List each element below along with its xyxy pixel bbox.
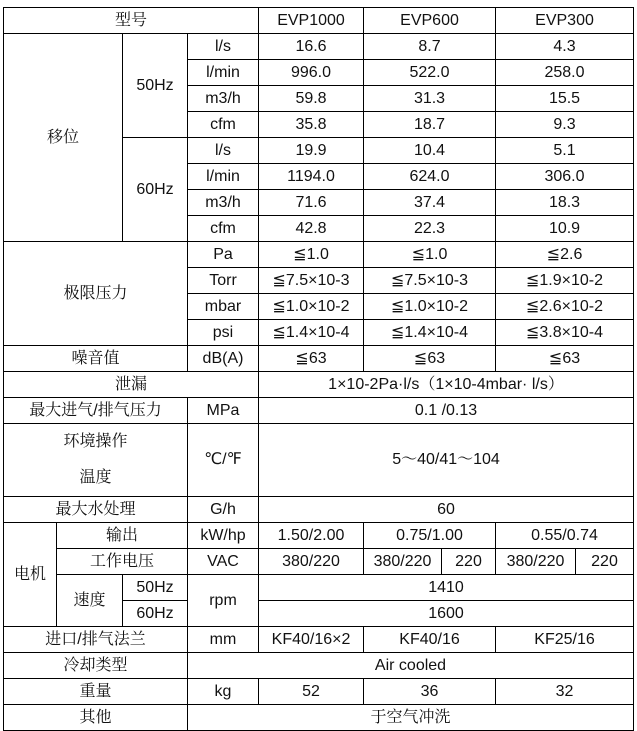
unit-cell: m3/h [188, 86, 259, 112]
value-cell: 1×10-2Pa·l/s（1×10-4mbar· l/s） [259, 372, 634, 398]
value-cell: 22.3 [364, 216, 496, 242]
other-label: 其他 [4, 705, 188, 731]
value-cell: ≦63 [259, 346, 364, 372]
cooling-label: 冷却类型 [4, 653, 188, 679]
unit-cell: G/h [188, 497, 259, 523]
unit-cell: Torr [188, 268, 259, 294]
value-cell: 52 [259, 679, 364, 705]
ambient-label-line1: 环境操作 [63, 433, 128, 450]
value-cell: 522.0 [364, 60, 496, 86]
value-cell: 5.1 [496, 138, 634, 164]
unit-cell: ℃/℉ [188, 424, 259, 497]
value-cell: 71.6 [259, 190, 364, 216]
unit-cell: dB(A) [188, 346, 259, 372]
table-row [4, 575, 634, 601]
value-cell: KF25/16 [496, 627, 634, 653]
value-cell: KF40/16×2 [259, 627, 364, 653]
value-cell: ≦2.6×10-2 [496, 294, 634, 320]
value-cell: 4.3 [496, 34, 634, 60]
value-cell: ≦1.0×10-2 [259, 294, 364, 320]
value-cell: 16.6 [259, 34, 364, 60]
value-cell: 32 [496, 679, 634, 705]
value-cell: 996.0 [259, 60, 364, 86]
ambient-label-line2: 温度 [79, 469, 112, 486]
table-row [4, 705, 634, 731]
displacement-label: 移位 [4, 34, 123, 242]
value-cell: 1410 [259, 575, 634, 601]
header-row [4, 8, 634, 34]
motor-label: 电机 [4, 523, 57, 627]
value-cell: 0.1 /0.13 [259, 398, 634, 424]
model-name: EVP1000 [259, 8, 364, 34]
value-cell: 5～40/41～104 [259, 424, 634, 497]
model-name: EVP600 [364, 8, 496, 34]
model-label: 型号 [4, 8, 259, 34]
table-row [4, 34, 634, 60]
value-cell: 220 [442, 549, 496, 575]
table-row [4, 372, 634, 398]
unit-cell: mm [188, 627, 259, 653]
value-cell: ≦7.5×10-3 [259, 268, 364, 294]
table-row [4, 346, 634, 372]
table-row [4, 627, 634, 653]
value-cell: ≦7.5×10-3 [364, 268, 496, 294]
unit-cell: Pa [188, 242, 259, 268]
max-pressure-label: 最大进气/排气压力 [4, 398, 188, 424]
value-cell: ≦1.0 [259, 242, 364, 268]
unit-cell: cfm [188, 112, 259, 138]
frequency-label: 50Hz [123, 575, 188, 601]
unit-cell: VAC [188, 549, 259, 575]
unit-cell: mbar [188, 294, 259, 320]
value-cell: 380/220 [364, 549, 442, 575]
value-cell: Air cooled [188, 653, 634, 679]
unit-cell: kW/hp [188, 523, 259, 549]
value-cell: 0.75/1.00 [364, 523, 496, 549]
unit-cell: l/s [188, 138, 259, 164]
value-cell: 于空气冲洗 [188, 705, 634, 731]
unit-cell: cfm [188, 216, 259, 242]
value-cell: 0.55/0.74 [496, 523, 634, 549]
unit-cell: psi [188, 320, 259, 346]
value-cell: 37.4 [364, 190, 496, 216]
value-cell: ≦1.0 [364, 242, 496, 268]
unit-cell: l/min [188, 164, 259, 190]
value-cell: 59.8 [259, 86, 364, 112]
value-cell: 18.7 [364, 112, 496, 138]
value-cell: 1.50/2.00 [259, 523, 364, 549]
value-cell: ≦63 [364, 346, 496, 372]
value-cell: 10.9 [496, 216, 634, 242]
value-cell: ≦63 [496, 346, 634, 372]
value-cell: KF40/16 [364, 627, 496, 653]
value-cell: 18.3 [496, 190, 634, 216]
value-cell: 380/220 [259, 549, 364, 575]
value-cell: 42.8 [259, 216, 364, 242]
max-water-label: 最大水处理 [4, 497, 188, 523]
noise-label: 噪音值 [4, 346, 188, 372]
value-cell: 19.9 [259, 138, 364, 164]
motor-voltage-label: 工作电压 [57, 549, 188, 575]
value-cell: ≦2.6 [496, 242, 634, 268]
value-cell: 220 [576, 549, 634, 575]
flange-label: 进口/排气法兰 [4, 627, 188, 653]
table-row [4, 523, 634, 549]
value-cell: 35.8 [259, 112, 364, 138]
ultimate-pressure-label: 极限压力 [4, 242, 188, 346]
value-cell: ≦1.9×10-2 [496, 268, 634, 294]
unit-cell: l/s [188, 34, 259, 60]
value-cell: ≦1.0×10-2 [364, 294, 496, 320]
unit-cell: MPa [188, 398, 259, 424]
weight-label: 重量 [4, 679, 188, 705]
table-row [4, 497, 634, 523]
value-cell: 8.7 [364, 34, 496, 60]
value-cell: ≦1.4×10-4 [364, 320, 496, 346]
value-cell: 1600 [259, 601, 634, 627]
value-cell: ≦3.8×10-4 [496, 320, 634, 346]
ambient-label [4, 424, 188, 497]
table-row [4, 398, 634, 424]
value-cell: 15.5 [496, 86, 634, 112]
frequency-label: 60Hz [123, 601, 188, 627]
value-cell: ≦1.4×10-4 [259, 320, 364, 346]
value-cell: 36 [364, 679, 496, 705]
table-row [4, 653, 634, 679]
value-cell: 380/220 [496, 549, 576, 575]
motor-output-label: 输出 [57, 523, 188, 549]
table-row [4, 679, 634, 705]
unit-cell: kg [188, 679, 259, 705]
value-cell: 624.0 [364, 164, 496, 190]
value-cell: 306.0 [496, 164, 634, 190]
model-name: EVP300 [496, 8, 634, 34]
table-row [4, 549, 634, 575]
spec-table [3, 7, 634, 731]
value-cell: 9.3 [496, 112, 634, 138]
value-cell: 1194.0 [259, 164, 364, 190]
frequency-label: 60Hz [123, 138, 188, 242]
value-cell: 31.3 [364, 86, 496, 112]
table-row [4, 242, 634, 268]
unit-cell: m3/h [188, 190, 259, 216]
frequency-label: 50Hz [123, 34, 188, 138]
unit-cell: l/min [188, 60, 259, 86]
value-cell: 60 [259, 497, 634, 523]
leak-label: 泄漏 [4, 372, 259, 398]
motor-speed-label: 速度 [57, 575, 123, 627]
value-cell: 10.4 [364, 138, 496, 164]
table-row [4, 424, 634, 497]
value-cell: 258.0 [496, 60, 634, 86]
unit-cell: rpm [188, 575, 259, 627]
